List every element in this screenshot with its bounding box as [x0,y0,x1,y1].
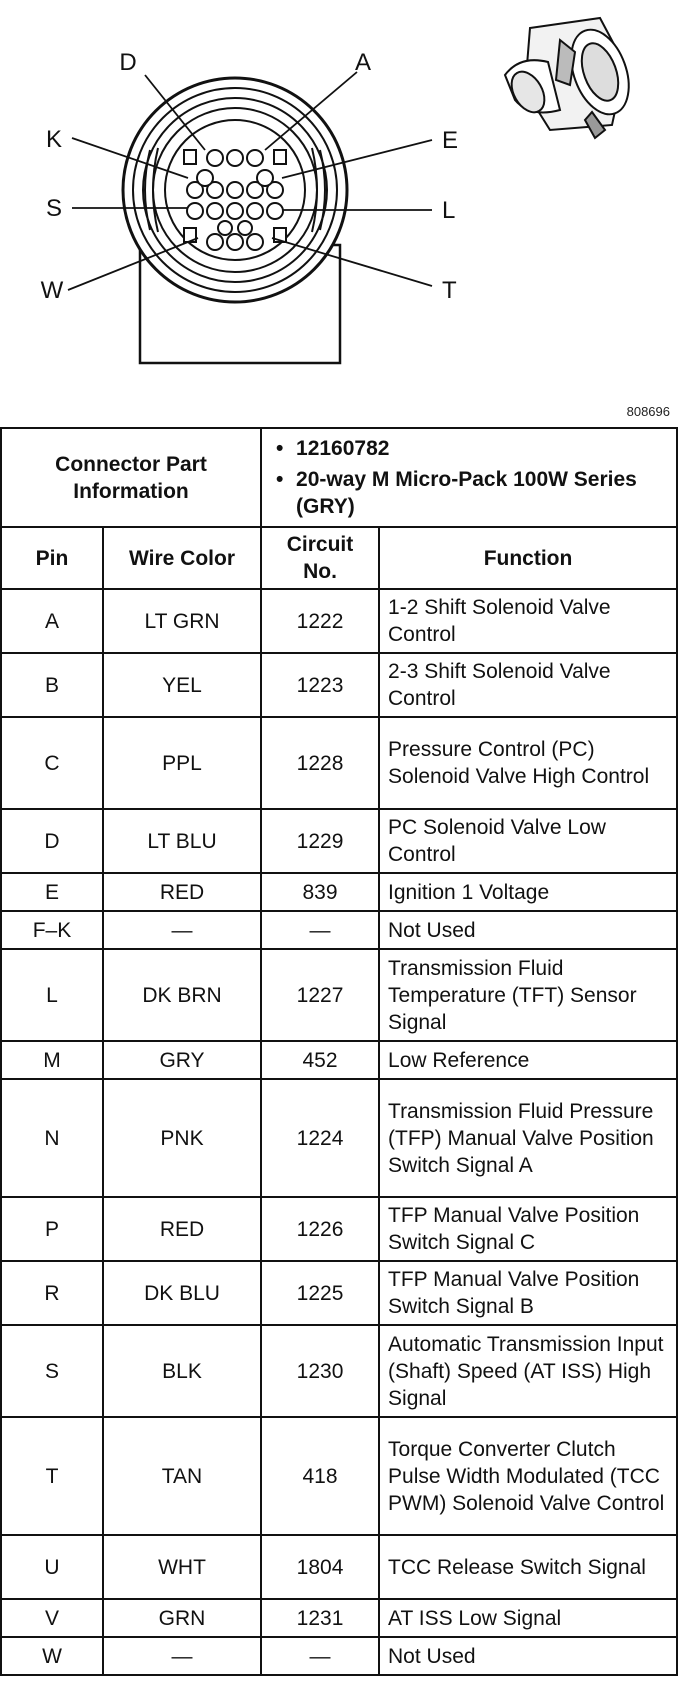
pin-cell: S [1,1325,103,1417]
circuit-cell: 1226 [261,1197,379,1261]
pin-cell: M [1,1041,103,1079]
function-cell: 2-3 Shift Solenoid Valve Control [379,653,677,717]
wire-color-cell: BLK [103,1325,261,1417]
table-row [1,949,677,1041]
header-row [1,527,677,589]
header-function: Function [379,527,677,589]
table-row [1,1041,677,1079]
connector-info-cell [261,428,677,527]
pin-cell: L [1,949,103,1041]
wire-color-cell: RED [103,1197,261,1261]
figure-id: 808696 [626,404,670,419]
wire-color-cell: RED [103,873,261,911]
function-cell: PC Solenoid Valve Low Control [379,809,677,873]
callout-d: D [119,49,137,76]
wire-color-cell: — [103,911,261,949]
circuit-cell: — [261,1637,379,1675]
table-row [1,1197,677,1261]
table-row [1,717,677,809]
callout-e: E [442,127,459,154]
function-cell: Transmission Fluid Temperature (TFT) Sensor Signal [379,949,677,1041]
circuit-cell: 1223 [261,653,379,717]
callout-t: T [442,277,457,304]
table-row [1,1535,677,1599]
wire-color-cell: PPL [103,717,261,809]
connector-series: • 20-way M Micro-Pack 100W Series (GRY) [270,466,668,520]
wire-color-cell: YEL [103,653,261,717]
function-cell: 1-2 Shift Solenoid Valve Control [379,589,677,653]
circuit-cell: 1225 [261,1261,379,1325]
connector-diagram [0,0,688,430]
connector-part-number: • 12160782 [270,435,668,462]
pin-cell: C [1,717,103,809]
connector-face [123,78,347,302]
callout-w: W [40,277,64,304]
callout-k: K [45,126,63,153]
function-cell: Ignition 1 Voltage [379,873,677,911]
table-row [1,1417,677,1535]
circuit-cell: 1230 [261,1325,379,1417]
pin-cell: F–K [1,911,103,949]
function-cell: Torque Converter Clutch Pulse Width Modulated (TCC PWM) Solenoid Valve Control [379,1417,677,1535]
pin-cell: V [1,1599,103,1637]
callout-a: A [354,49,372,76]
table-row [1,589,677,653]
pin-cell: U [1,1535,103,1599]
pin-cell: T [1,1417,103,1535]
circuit-cell: 418 [261,1417,379,1535]
circuit-cell: 1231 [261,1599,379,1637]
circuit-cell: 452 [261,1041,379,1079]
pin-cell: E [1,873,103,911]
table-row [1,873,677,911]
circuit-cell: 1227 [261,949,379,1041]
function-cell: TFP Manual Valve Position Switch Signal B [379,1261,677,1325]
table-row [1,1261,677,1325]
pin-cell: B [1,653,103,717]
callout-l: L [442,197,456,224]
circuit-cell: 1224 [261,1079,379,1197]
pin-table [0,427,678,1676]
circuit-cell: 1228 [261,717,379,809]
wire-color-cell: LT GRN [103,589,261,653]
function-cell: TCC Release Switch Signal [379,1535,677,1599]
wire-color-cell: — [103,1637,261,1675]
wire-color-cell: TAN [103,1417,261,1535]
wire-color-cell: DK BLU [103,1261,261,1325]
table-row [1,1637,677,1675]
wire-color-cell: GRN [103,1599,261,1637]
wire-color-cell: DK BRN [103,949,261,1041]
function-cell: Low Reference [379,1041,677,1079]
header-wire-color: Wire Color [103,527,261,589]
table-row [1,911,677,949]
table-row [1,809,677,873]
table-row [1,1325,677,1417]
function-cell: TFP Manual Valve Position Switch Signal C [379,1197,677,1261]
function-cell: Pressure Control (PC) Solenoid Valve High Control [379,717,677,809]
function-cell: Not Used [379,1637,677,1675]
pin-cell: R [1,1261,103,1325]
pin-cell: N [1,1079,103,1197]
function-cell: AT ISS Low Signal [379,1599,677,1637]
circuit-cell: 1804 [261,1535,379,1599]
header-pin: Pin [1,527,103,589]
pin-cell: A [1,589,103,653]
function-cell: Not Used [379,911,677,949]
connector-3d-sketch [505,18,640,138]
header-circuit-no: Circuit No. [261,527,379,589]
connector-info-list [270,435,668,520]
wire-color-cell: WHT [103,1535,261,1599]
circuit-cell: — [261,911,379,949]
connector-info-row [1,428,677,527]
wire-color-cell: GRY [103,1041,261,1079]
table-row [1,653,677,717]
pin-cell: D [1,809,103,873]
table-row [1,1079,677,1197]
circuit-cell: 1229 [261,809,379,873]
circuit-cell: 839 [261,873,379,911]
table-row [1,1599,677,1637]
connector-info-label: Connector Part Information [1,428,261,527]
function-cell: Automatic Transmission Input (Shaft) Speed (AT ISS) High Signal [379,1325,677,1417]
wire-color-cell: PNK [103,1079,261,1197]
circuit-cell: 1222 [261,589,379,653]
pin-cell: W [1,1637,103,1675]
function-cell: Transmission Fluid Pressure (TFP) Manual Valve Position Switch Signal A [379,1079,677,1197]
callout-s: S [45,195,63,222]
wire-color-cell: LT BLU [103,809,261,873]
pin-cell: P [1,1197,103,1261]
